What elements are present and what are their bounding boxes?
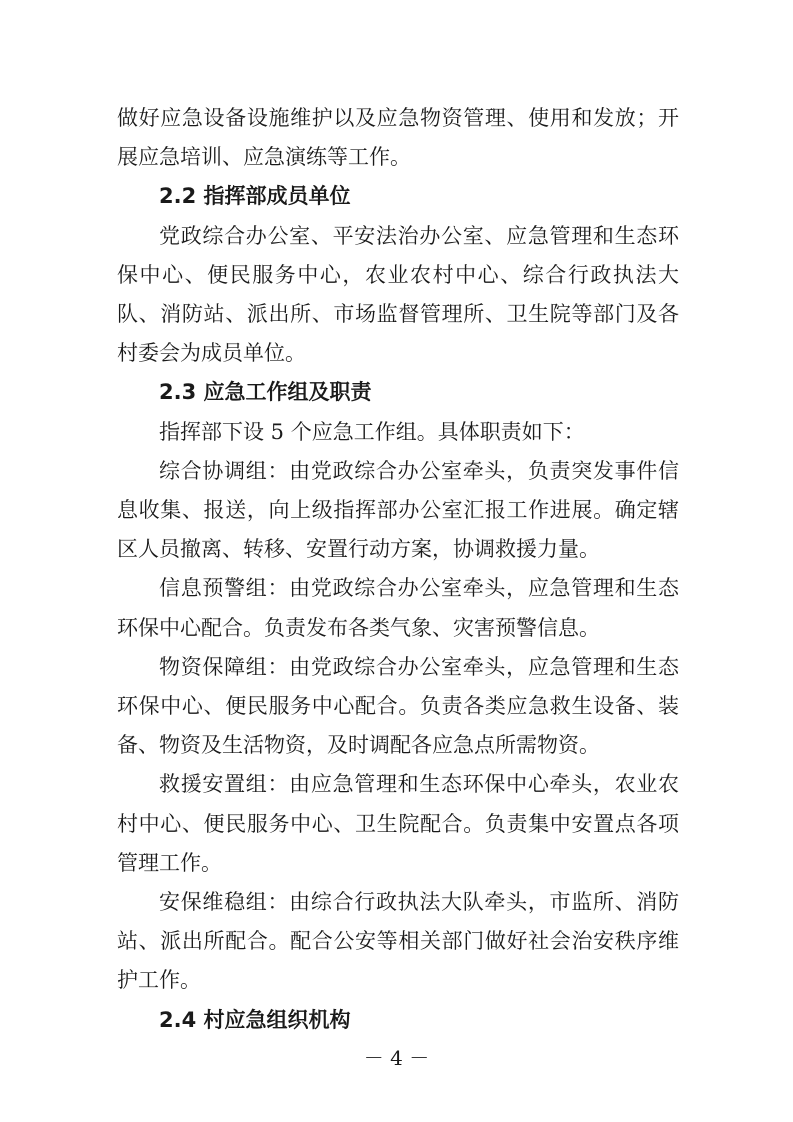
paragraph-continuation: 做好应急设备设施维护以及应急物资管理、使用和发放；开展应急培训、应急演练等工作。 bbox=[117, 106, 679, 170]
section-heading-2-3: 2.3 应急工作组及职责 bbox=[159, 380, 372, 405]
paragraph-member-units: 党政综合办公室、平安法治办公室、应急管理和生态环保中心、便民服务中心，农业农村中心、综合行政执法大队、消防站、派出所、市场监督管理所、卫生院等部门及各村委会为成员单位。 bbox=[117, 223, 679, 366]
paragraph-coordination-group: 综合协调组：由党政综合办公室牵头，负责突发事件信息收集、报送，向上级指挥部办公室汇报工作进展。确定辖区人员撤离、转移、安置行动方案，协调救援力量。 bbox=[117, 458, 679, 562]
section-heading-2-2: 2.2 指挥部成员单位 bbox=[159, 184, 351, 209]
page-body bbox=[117, 99, 679, 1040]
paragraph-warning-group: 信息预警组：由党政综合办公室牵头，应急管理和生态环保中心配合。负责发布各类气象、灾害预警信息。 bbox=[117, 576, 679, 640]
paragraph-supplies-group: 物资保障组：由党政综合办公室牵头，应急管理和生态环保中心、便民服务中心配合。负责各类应急救生设备、装备、物资及生活物资，及时调配各应急点所需物资。 bbox=[117, 654, 679, 758]
paragraph-working-groups-intro: 指挥部下设 5 个应急工作组。具体职责如下： bbox=[159, 419, 585, 444]
paragraph-rescue-group: 救援安置组：由应急管理和生态环保中心牵头，农业农村中心、便民服务中心、卫生院配合。负责集中安置点各项管理工作。 bbox=[117, 772, 679, 875]
paragraph-security-group: 安保维稳组：由综合行政执法大队牵头，市监所、消防站、派出所配合。配合公安等相关部门做好社会治安秩序维护工作。 bbox=[117, 890, 679, 993]
section-heading-2-4: 2.4 村应急组织机构 bbox=[159, 1007, 351, 1032]
page-number: － 4 － bbox=[363, 1046, 430, 1070]
